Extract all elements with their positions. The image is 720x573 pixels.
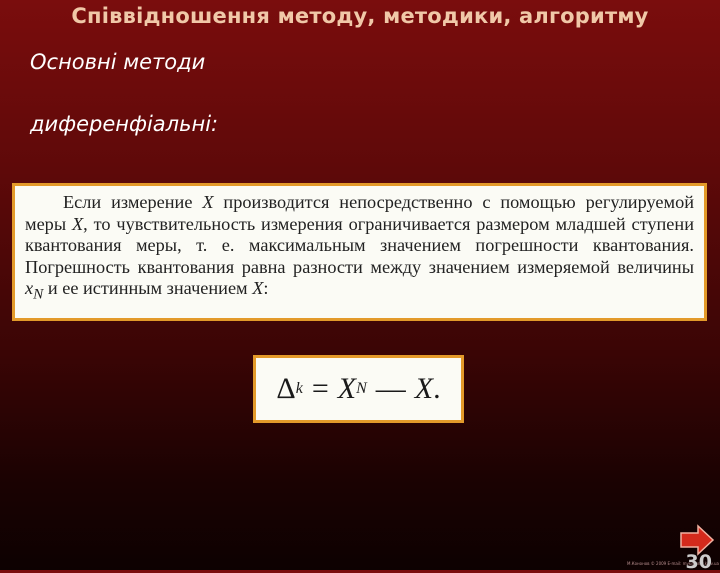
formula-xn-sub: N: [356, 380, 367, 397]
math-x-2: X: [72, 213, 84, 234]
text-excerpt: [25, 192, 694, 305]
footer-note: М.Кононов © 2009 E-mail: mvk@univ.kiev.ua: [627, 561, 719, 566]
text-part-3: , то чувствительность измерения ограничивается размером младшей ступени квантования меры, т. е. максимальным значением погрешности квантования. Погрешность квантования равна разности между значением измеряемой величины: [25, 213, 694, 277]
math-x-1: X: [202, 192, 214, 212]
text-part-2: производится непосредственно с помощью регулируемой меры: [25, 192, 694, 234]
math-x-4: X: [252, 278, 264, 298]
math-xn-base: x: [25, 278, 34, 298]
math-xn-sub: N: [33, 285, 44, 303]
text-part-1: Если измерение: [63, 192, 203, 212]
formula-box: [253, 355, 464, 423]
formula-delta: Δ: [276, 372, 296, 405]
text-part-4: и ее истинным значением: [43, 278, 253, 298]
section-label: диференфіальні:: [30, 112, 219, 136]
slide-title: Співвідношення методу, методики, алгоритму: [71, 4, 649, 28]
formula-xn: X: [337, 372, 357, 405]
formula-x: X: [414, 372, 434, 405]
formula-minus: —: [375, 372, 406, 405]
text-excerpt-box: [12, 183, 707, 321]
slide-subtitle: Основні методи: [30, 50, 206, 74]
formula-equals: =: [311, 372, 329, 405]
formula-period: .: [433, 372, 441, 405]
text-part-5: :: [263, 278, 269, 298]
math-xn: [25, 278, 44, 303]
page-number: 30: [685, 551, 712, 573]
formula-delta-sub: k: [295, 380, 303, 397]
